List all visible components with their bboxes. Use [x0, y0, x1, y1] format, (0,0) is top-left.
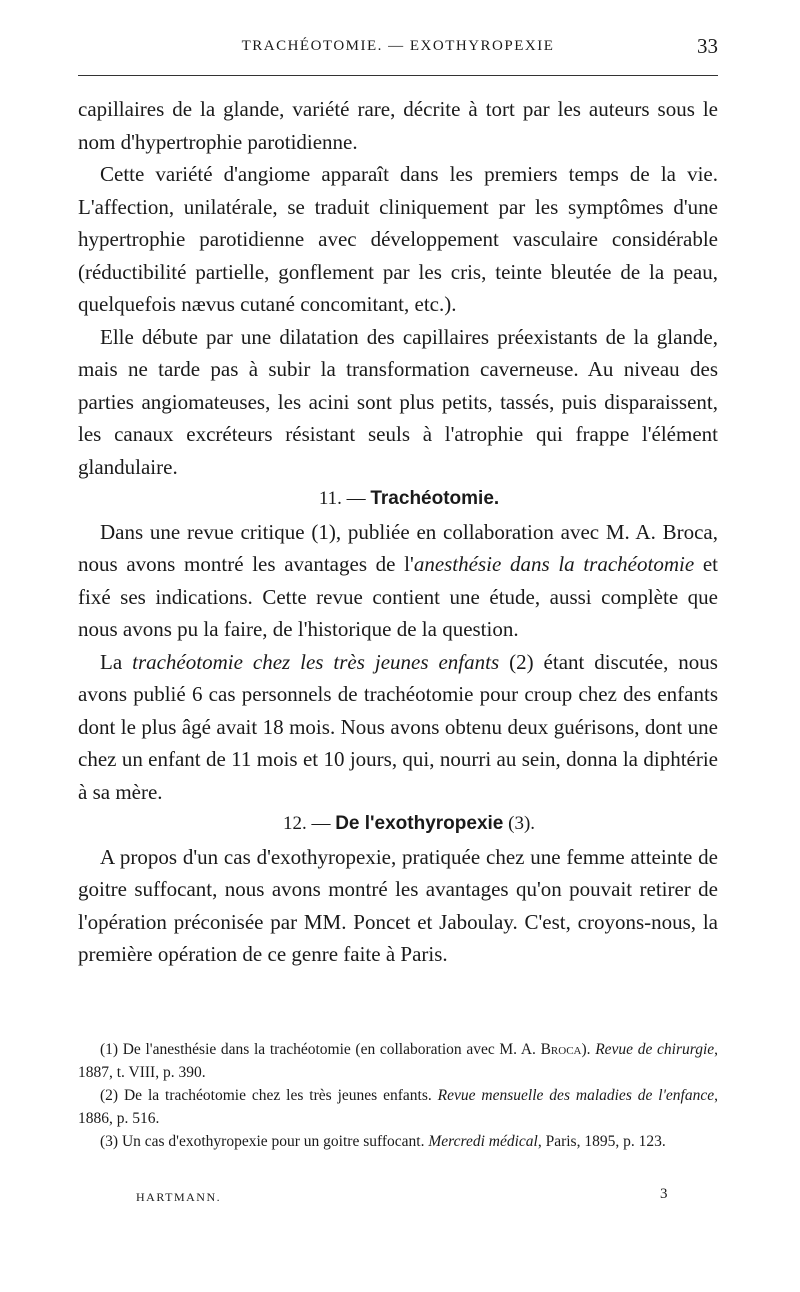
section-number-11: 11. — [318, 488, 366, 509]
text-run: , 1886, p. 516. [78, 1087, 718, 1127]
text-run: Dans une revue critique (1), publiée en collaboration avec M. A. Broca, nous avons montré les avantages de l' [78, 519, 718, 576]
footnote-3 [78, 1130, 718, 1153]
signature-mark: 3 [660, 1186, 668, 1202]
italic-run: Revue mensuelle des maladies de l'enfance [437, 1087, 715, 1104]
section-title-11: Trachéotomie. [370, 488, 500, 509]
text-run: , Paris, 1895, p. 123. [537, 1133, 666, 1150]
paragraph-anesthesia [78, 516, 718, 646]
footnote-2 [78, 1084, 718, 1130]
italic-run: Revue de chirurgie [595, 1041, 715, 1058]
italic-run: anesthésie dans la trachéotomie [413, 552, 695, 576]
paragraph-continued: capillaires de la glande, variété rare, décrite à tort par les auteurs sous le nom d'hypertrophie parotidienne. [78, 97, 718, 154]
text-run: ). [581, 1041, 591, 1058]
running-head [78, 34, 718, 64]
section-heading-12 [78, 808, 718, 841]
running-title: TRACHÉOTOMIE. — EXOTHYROPEXIE [241, 38, 555, 54]
text-run: et fixé ses indications. Cette revue contient une étude, aussi complète que nous avons pu la faire, de l'historique de la question. [78, 552, 718, 641]
paragraph-dilatation: Elle débute par une dilatation des capillaires préexistants de la glande, mais ne tarde pas à subir la transformation caverneuse. Au niveau des parties angiomateuses, les acini sont plus petits, tassés, puis disparaissent, les canaux excréteurs résistant seuls à l'atrophie qui frappe l'élément glandulaire. [78, 324, 718, 479]
body-text [78, 93, 718, 971]
italic-run: Mercredi médical [428, 1133, 538, 1150]
footnote-1 [78, 1038, 718, 1084]
header-rule [78, 75, 718, 76]
section-ref-12: (3). [508, 813, 536, 834]
text-run: (2) étant discutée, nous avons publié 6 cas personnels de trachéotomie pour croup chez des enfants dont le plus âgé avait 18 mois. Nous avons obtenu deux guérisons, dont une chez un enfant de 11 mois et 10 jours, qui, nourri au sein, donna la diphtérie à sa mère. [78, 649, 718, 804]
paragraph-young-children [78, 646, 718, 809]
paragraph-exothyropexie: A propos d'un cas d'exothyropexie, pratiquée chez une femme atteinte de goitre suffocant, nous avons montré les avantages qu'on pouvait retirer de l'opération préconisée par MM. Poncet et Jaboulay. C'est, croyons-nous, la première opération de ce genre faite à Paris. [78, 844, 718, 966]
paragraph-angioma: Cette variété d'angiome apparaît dans les premiers temps de la vie. L'affection, unilatérale, se traduit cliniquement par les symptômes d'une hypertrophie parotidienne avec développement vasculaire considérable (réductibilité partielle, gonflement par les cris, teinte bleutée de la peau, quelquefois nævus cutané concomitant, etc.). [78, 162, 718, 316]
smallcaps-run: Broca [540, 1041, 582, 1058]
text-run: (2) De la trachéotomie chez les très jeunes enfants. [100, 1087, 438, 1104]
section-number-12: 12. — [282, 813, 331, 834]
text-run: La [100, 649, 133, 674]
section-title-12: De l'exothyropexie [335, 813, 504, 834]
section-heading-11 [78, 483, 718, 516]
page-number: 33 [697, 34, 718, 58]
text-run: (1) De l'anesthésie dans la trachéotomie (en collaboration avec M. A. [100, 1041, 541, 1058]
footnotes [78, 1038, 718, 1153]
text-run: (3) Un cas d'exothyropexie pour un goitre suffocant. [100, 1133, 429, 1150]
printer-signature: HARTMANN. [136, 1190, 222, 1204]
text-run: , 1887, t. VIII, p. 390. [78, 1041, 719, 1081]
italic-run: trachéotomie chez les très jeunes enfants [132, 649, 500, 674]
